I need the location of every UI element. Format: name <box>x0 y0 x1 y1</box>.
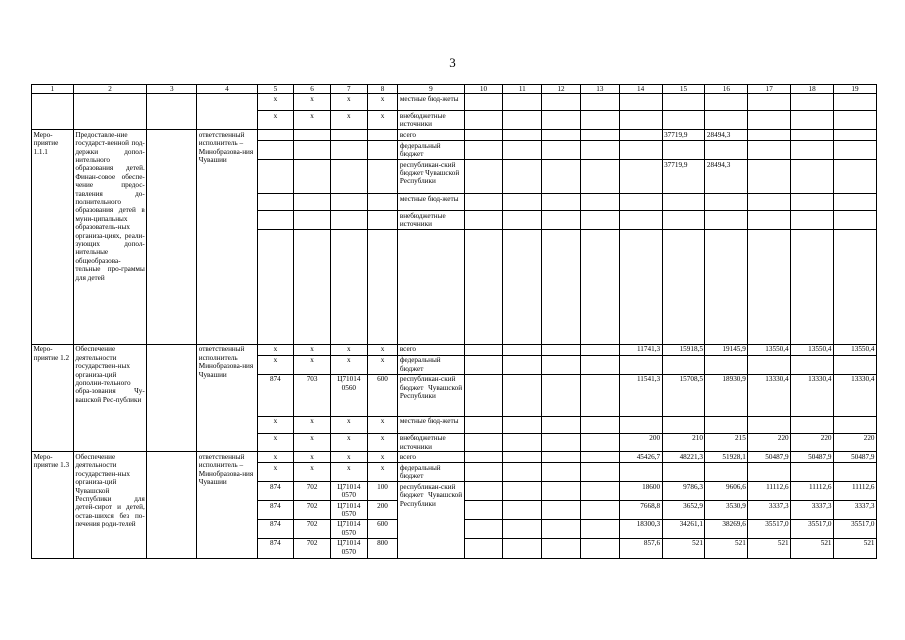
table-row: х х х х федеральный бюджет <box>32 463 877 482</box>
col-header: 2 <box>73 85 146 94</box>
executor: ответственный исполнитель – Минобразова-ния Чувашии <box>197 130 257 345</box>
col-header: 13 <box>580 85 619 94</box>
page-number: 3 <box>449 55 456 70</box>
table-row: х х х х местные бюд-жеты <box>32 416 877 433</box>
col-header: 17 <box>748 85 791 94</box>
col-header: 7 <box>330 85 367 94</box>
measure-name: Обеспечение деятельности государствен-ных организа-ций Чувашской Республики для детей-сирот и детей, остав-шихся без по-печения роди-телей <box>73 452 146 558</box>
col-header: 19 <box>834 85 877 94</box>
table-row: х х х х федеральный бюджет <box>32 355 877 374</box>
col-header: 5 <box>257 85 294 94</box>
executor: ответственный исполнитель Минобразова-ния Чувашии <box>197 344 257 452</box>
executor: ответственный исполнитель – Минобразова-ния Чувашии <box>197 452 257 558</box>
col-header: 3 <box>147 85 197 94</box>
table-row: Меро-приятие 1.2 Обеспечение деятельности государствен-ных организа-ций дополни-тельного обра-зования Чу-вашской Рес-публики ответственный исполнитель Минобразова-ния Чувашии х х х х всего 11741,3 15918,5 19145,9 13550,4 13550,4 13550,4 <box>32 344 877 355</box>
table-row: 874 702 Ц71014 0570 800 857,6 521 521 521 521 521 <box>32 538 877 558</box>
measure-name: Обеспечение деятельности государствен-ных организа-ций дополни-тельного обра-зования Чу-вашской Рес-публики <box>73 344 146 452</box>
col-header: 9 <box>398 85 464 94</box>
table-row: внебюджетные источники <box>32 211 877 230</box>
col-header: 8 <box>367 85 398 94</box>
table-row: Меро-приятие 1.3 Обеспечение деятельности государствен-ных организа-ций Чувашской Республики для детей-сирот и детей, остав-шихся без по-печения роди-телей ответственный исполнитель – Минобразова-ния Чувашии х х х х всего 45426,7 48221,3 51928,1 50487,9 50487,9 50487,9 <box>32 452 877 463</box>
table-row: 874 702 Ц71014 0570 600 18300,3 34261,1 38269,6 35517,0 35517,0 35517,0 <box>32 519 877 538</box>
col-header: 10 <box>464 85 503 94</box>
table-row: х х х х местные бюд-жеты <box>32 94 877 111</box>
col-header: 15 <box>662 85 705 94</box>
budget-table <box>31 84 877 559</box>
table-row: местные бюд-жеты <box>32 194 877 211</box>
col-header: 1 <box>32 85 74 94</box>
measure-code: Меро-приятие 1.1.1 <box>32 130 74 345</box>
header-row <box>32 85 877 94</box>
table-row: 874 703 Ц71014 0560 600 республикан-ский бюджет Чувашской Республики 11541,3 15708,5 18930,9 13330,4 13330,4 13330,4 <box>32 374 877 416</box>
measure-code: Меро-приятие 1.2 <box>32 344 74 452</box>
table-row: Меро-приятие 1.1.1 Предоставле-ние государст-венной под-держки допол-нительного образования детей. Финан-совое обеспе-чение предос-тавления до-полнительного образования детей в муни-ципальных образователь-ных организа-циях, реали-зующих допол-нительные общеобразова-тельные про-граммы для детей ответственный исполнитель – Минобразова-ния Чувашии всего 37719,9 28494,3 <box>32 130 877 141</box>
table-row: республикан-ский бюджет Чувашской Республики 37719,9 28494,3 <box>32 160 877 194</box>
measure-name: Предоставле-ние государст-венной под-держки допол-нительного образования детей. Финан-совое обеспе-чение предос-тавления до-полнительного образования детей в муни-ципальных образователь-ных организа-циях, реали-зующих допол-нительные общеобразова-тельные про-граммы для детей <box>73 130 146 345</box>
col-header: 4 <box>197 85 257 94</box>
col-header: 6 <box>294 85 331 94</box>
col-header: 14 <box>619 85 662 94</box>
table-row: х х х х внебюджетные источники 200 210 215 220 220 220 <box>32 433 877 452</box>
table-row: 874 702 Ц71014 0570 100 республикан-ский бюджет Чувашской Республики 18600 9786,3 9606,6 11112,6 11112,6 11112,6 <box>32 482 877 501</box>
col-header: 18 <box>791 85 834 94</box>
col-header: 16 <box>705 85 748 94</box>
measure-code: Меро-приятие 1.3 <box>32 452 74 558</box>
table-row: х х х х внебюджетные источники <box>32 111 877 130</box>
table-row: 874 702 Ц71014 0570 200 7668,8 3652,9 3530,9 3337,3 3337,3 3337,3 <box>32 501 877 520</box>
col-header: 11 <box>503 85 542 94</box>
table-row: федеральный бюджет <box>32 141 877 160</box>
col-header: 12 <box>542 85 581 94</box>
